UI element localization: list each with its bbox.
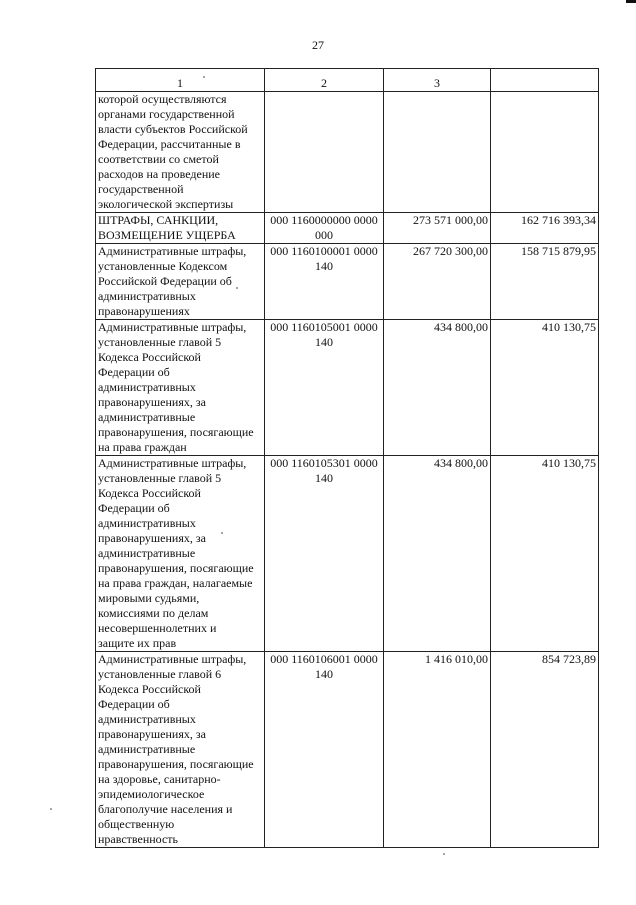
row-name: Административные штрафы, установленные Кодексом Российской Федерации об административных правонарушениях — [96, 244, 265, 320]
scan-speck — [236, 287, 238, 289]
row-code: 000 1160106001 0000 140 — [265, 652, 384, 848]
budget-table — [95, 68, 599, 848]
scan-speck — [443, 853, 445, 855]
row-code: 000 1160105001 0000 140 — [265, 320, 384, 456]
row-plan — [384, 92, 491, 213]
table-row — [96, 320, 599, 456]
row-name: Административные штрафы, установленные главой 5 Кодекса Российской Федерации об административных правонарушениях, за административные правонарушения, посягающие на права граждан — [96, 320, 265, 456]
table-row — [96, 456, 599, 652]
row-fact — [491, 92, 599, 213]
header-row — [96, 69, 599, 92]
table-row — [96, 244, 599, 320]
row-plan: 434 800,00 — [384, 456, 491, 652]
row-fact: 410 130,75 — [491, 320, 599, 456]
row-name: Административные штрафы, установленные главой 5 Кодекса Российской Федерации об административных правонарушениях, за административные правонарушения, посягающие на права граждан, налагаемые мировыми судьями, комиссиями по делам несовершеннолетних и защите их прав — [96, 456, 265, 652]
row-code: 000 1160000000 0000 000 — [265, 213, 384, 244]
corner-scan-mark — [626, 0, 636, 3]
row-fact: 410 130,75 — [491, 456, 599, 652]
row-name: Административные штрафы, установленные главой 6 Кодекса Российской Федерации об административных правонарушениях, за административные правонарушения, посягающие на здоровье, санитарно- эпидемиологическое благополучие населения и общественную нравственность — [96, 652, 265, 848]
row-code: 000 1160105301 0000 140 — [265, 456, 384, 652]
row-fact: 854 723,89 — [491, 652, 599, 848]
header-col-4 — [491, 69, 599, 92]
header-col-3: 3 — [384, 69, 491, 92]
row-plan: 434 800,00 — [384, 320, 491, 456]
row-plan: 267 720 300,00 — [384, 244, 491, 320]
scan-speck — [221, 532, 223, 534]
row-name: которой осуществляются органами государственной власти субъектов Российской Федерации, рассчитанные в соответствии со сметой расходов на проведение государственной экологической экспертизы — [96, 92, 265, 213]
table-row — [96, 92, 599, 213]
page-number: 27 — [312, 38, 324, 52]
row-code: 000 1160100001 0000 140 — [265, 244, 384, 320]
row-plan: 1 416 010,00 — [384, 652, 491, 848]
header-col-1: 1 — [96, 69, 265, 92]
row-name: ШТРАФЫ, САНКЦИИ, ВОЗМЕЩЕНИЕ УЩЕРБА — [96, 213, 265, 244]
row-fact: 162 716 393,34 — [491, 213, 599, 244]
scan-speck — [203, 76, 205, 78]
table-row — [96, 652, 599, 848]
scan-speck — [50, 808, 52, 810]
table-row — [96, 213, 599, 244]
header-col-2: 2 — [265, 69, 384, 92]
row-plan: 273 571 000,00 — [384, 213, 491, 244]
row-fact: 158 715 879,95 — [491, 244, 599, 320]
row-code — [265, 92, 384, 213]
